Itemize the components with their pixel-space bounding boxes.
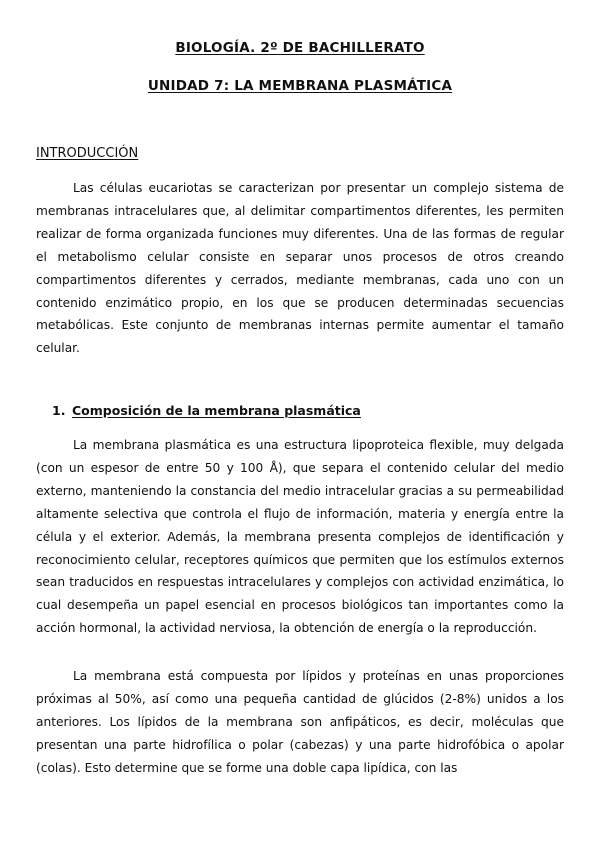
- section-1-paragraph-1: La membrana plasmática es una estructura lipoproteica flexible, muy delgada (con un espesor de entre 50 y 100 Å), que separa el contenido celular del medio externo, manteniendo la constancia del medio intracelular gracias a su permeabilidad altamente selectiva que controla el flujo de información, materia y energía entre la célula y el exterior. Además, la membrana presenta complejos de identificación y reconocimiento celular, receptores químicos que permiten que los estímulos externos sean traducidos en respuestas intracelulares y complejos con actividad enzimática, lo cual desempeña un papel esencial en procesos biológicos tan importantes como la acción hormonal, la actividad nerviosa, la obtención de energía o la reproducción.: [36, 438, 564, 636]
- section-1-heading: [52, 403, 361, 418]
- document-title: BIOLOGÍA. 2º DE BACHILLERATO: [175, 40, 425, 56]
- unit-title: UNIDAD 7: LA MEMBRANA PLASMÁTICA: [147, 78, 453, 94]
- section-1-title: Composición de la membrana plasmática: [72, 403, 361, 418]
- introduction-heading: INTRODUCCIÓN: [36, 146, 139, 161]
- section-1-paragraph-2: La membrana está compuesta por lípidos y proteínas en unas proporciones próximas al 50%, así como una pequeña cantidad de glúcidos (2-8%) unidos a los anteriores. Los lípidos de la membrana son anfipáticos, es decir, moléculas que presentan una parte hidrofílica o polar (cabezas) y una parte hidrofóbica o apolar (colas). Esto determine que se forme una doble capa lipídica, con las: [36, 669, 564, 775]
- introduction-paragraph: Las células eucariotas se caracterizan por presentar un complejo sistema de membranas intracelulares que, al delimitar compartimentos diferentes, les permiten realizar de forma organizada funciones muy diferentes. Una de las formas de regular el metabolismo celular consiste en separar unos procesos de otros creando compartimentos diferentes y cerrados, mediante membranas, cada uno con un contenido enzimático propio, en los que se producen determinadas secuencias metabólicas. Este conjunto de membranas internas permite aumentar el tamaño celular.: [36, 181, 564, 356]
- section-1-number: 1.: [52, 403, 66, 418]
